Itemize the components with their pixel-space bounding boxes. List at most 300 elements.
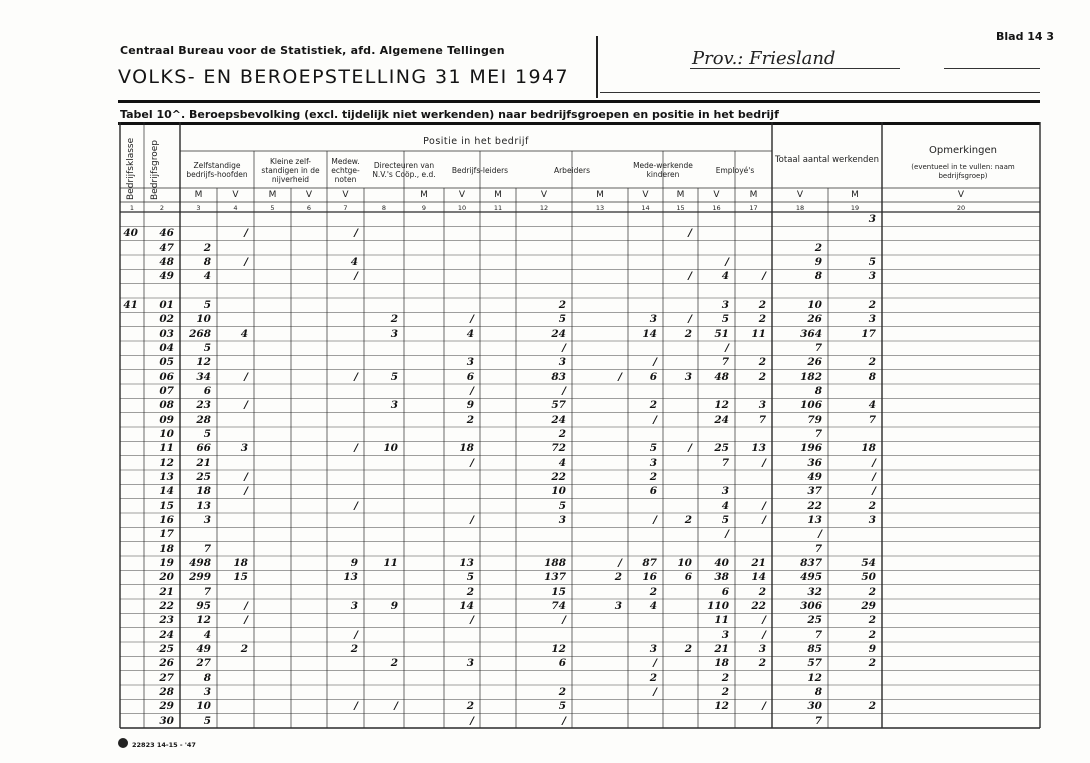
table-cell: 74 [551, 600, 566, 612]
table-cell: 51 [714, 327, 729, 340]
v-label: V [713, 190, 720, 200]
col-medewerkende-header: Mede-werkende kinderen [633, 161, 693, 179]
table-cell: 26 [807, 356, 822, 369]
table-cell: 13 [196, 499, 211, 512]
table-cell: 34 [196, 370, 211, 383]
table-cell: 3 [868, 213, 876, 225]
table-cell: 106 [800, 399, 822, 412]
table-cell: 11 [751, 327, 766, 340]
bedrijfsgroep-value: 01 [159, 299, 174, 311]
table-cell: 2 [649, 671, 657, 684]
bedrijfsgroep-value: 47 [159, 241, 174, 254]
table-cell: 299 [189, 571, 211, 584]
table-cell: 495 [800, 571, 822, 584]
table-cell: 268 [189, 327, 211, 340]
v-label: V [957, 190, 965, 200]
bedrijfsgroep-value: 16 [159, 514, 174, 526]
table-cell: / [872, 471, 876, 483]
table-cell: 3 [203, 514, 211, 526]
table-cell: 18 [459, 442, 474, 455]
column-number: 3 [196, 204, 201, 212]
table-cell: 3 [758, 399, 766, 412]
table-cell: 196 [800, 442, 822, 455]
col-directeuren-header: Directeuren van N.V.'s Coöp., e.d. [372, 161, 436, 179]
table-cell: 10 [551, 485, 566, 498]
col-opmerkingen-sub: (eventueel in te vullen: naam bedrijfsgroep) [911, 163, 1015, 180]
bedrijfsgroep-value: 15 [159, 499, 174, 512]
column-number: 12 [539, 204, 549, 212]
bedrijfsgroep-value: 27 [159, 671, 174, 684]
table-cell: 7 [203, 542, 211, 555]
form-print-code: 22823 14-15 - '47 [132, 741, 196, 749]
column-number: 10 [457, 204, 467, 212]
table-cell: 13 [751, 442, 766, 455]
table-cell: 2 [868, 700, 876, 713]
table-cell: / [762, 270, 766, 283]
v-label: V [342, 190, 349, 200]
table-cell: 11 [714, 614, 729, 627]
table-cell: 3 [390, 399, 398, 412]
table-cell: 3 [203, 686, 211, 698]
table-cell: 22 [551, 471, 566, 483]
table-cell: 7 [721, 356, 729, 369]
table-cell: 5 [558, 313, 566, 326]
table-cell: 5 [203, 428, 211, 440]
table-cell: 8 [814, 385, 822, 397]
bedrijfsgroep-value: 20 [159, 571, 174, 584]
m-label: M [268, 190, 277, 200]
bedrijfsgroep-value: 12 [159, 456, 174, 469]
table-cell: 4 [350, 256, 358, 268]
table-cell: / [725, 342, 729, 354]
table-cell: 5 [558, 499, 566, 512]
table-cell: 7 [868, 413, 876, 426]
table-cell: 2 [758, 356, 766, 369]
table-cell: / [618, 370, 622, 383]
table-cell: 28 [196, 413, 211, 426]
m-label: M [420, 190, 428, 200]
table-cell: 6 [649, 485, 657, 498]
bedrijfsgroep-value: 08 [159, 399, 174, 412]
table-cell: 3 [558, 514, 566, 526]
bedrijfsgroep-value: 05 [159, 356, 174, 369]
table-cell: 29 [861, 600, 876, 612]
table-cell: / [244, 399, 248, 412]
col-totaal-header: Totaal aantal werkenden [774, 155, 880, 165]
table-cell: 10 [196, 313, 211, 326]
table-cell: 48 [714, 370, 729, 383]
table-cell: 4 [721, 270, 729, 283]
bedrijfsgroep-value: 06 [159, 370, 174, 383]
table-cell: / [470, 614, 474, 627]
table-cell: 2 [868, 499, 876, 512]
table-cell: 5 [203, 342, 211, 354]
table-cell: 5 [721, 313, 729, 326]
column-number: 17 [749, 204, 758, 212]
table-cell: 6 [721, 585, 729, 598]
bedrijfsklasse-value: 41 [123, 299, 138, 311]
table-cell: 25 [714, 442, 729, 455]
table-cell: 12 [196, 614, 211, 627]
table-cell: / [653, 413, 657, 426]
table-cell: 2 [649, 399, 657, 412]
table-cell: 50 [861, 571, 876, 584]
table-cell: / [762, 614, 766, 627]
table-cell: 15 [551, 585, 566, 598]
table-cell: 2 [558, 299, 566, 311]
table-cell: 4 [558, 456, 566, 469]
table-cell: 14 [642, 327, 657, 340]
table-cell: 110 [707, 600, 729, 612]
bedrijfsgroep-value: 19 [159, 557, 174, 569]
table-cell: 3 [721, 628, 729, 641]
table-cell: 49 [196, 643, 211, 655]
table-cell: 3 [350, 600, 358, 612]
table-cell: 32 [807, 585, 822, 598]
table-cell: 83 [551, 370, 566, 383]
col-groep-header: Bedrijfsgroep [150, 140, 160, 200]
table-cell: 85 [807, 643, 822, 655]
column-number: 20 [956, 204, 966, 212]
table-cell: / [725, 256, 729, 268]
table-cell: 4 [649, 600, 657, 612]
table-cell: 7 [814, 428, 822, 440]
table-cell: / [562, 614, 566, 627]
table-cell: / [653, 514, 657, 526]
table-cell: 4 [721, 499, 729, 512]
table-cell: 23 [196, 399, 211, 412]
province-handwriting: Prov.: Friesland [692, 48, 836, 69]
table-cell: 3 [868, 270, 876, 283]
table-cell: 2 [684, 643, 692, 655]
table-cell: 837 [800, 557, 822, 569]
table-cell: 95 [196, 600, 211, 612]
table-cell: 14 [751, 571, 766, 584]
bedrijfsgroep-value: 22 [159, 600, 174, 612]
table-cell: 7 [814, 542, 822, 555]
table-cell: 2 [868, 614, 876, 627]
table-cell: 3 [721, 299, 729, 311]
v-label: V [458, 190, 466, 200]
table-cell: / [354, 628, 358, 641]
table-cell: 3 [684, 370, 692, 383]
column-number: 2 [159, 204, 165, 212]
col-employes-header: Employé's [715, 165, 755, 175]
table-cell: 15 [233, 571, 248, 584]
col-klasse-header: Bedrijfsklasse [126, 137, 136, 200]
bedrijfsgroep-value: 23 [159, 614, 174, 627]
table-cell: 6 [684, 571, 692, 584]
table-cell: 2 [390, 313, 398, 326]
column-number: 8 [381, 204, 387, 212]
table-cell: / [244, 600, 248, 612]
table-cell: 5 [203, 299, 211, 311]
table-cell: 5 [649, 442, 657, 455]
table-cell: 18 [861, 442, 876, 455]
table-cell: 25 [807, 614, 822, 627]
column-number: 4 [233, 204, 238, 212]
table-cell: 8 [203, 671, 211, 684]
bedrijfsgroep-value: 13 [159, 471, 174, 483]
table-cell: / [470, 514, 474, 526]
table-cell: 4 [203, 270, 211, 283]
table-cell: / [244, 227, 248, 240]
bedrijfsgroep-value: 14 [159, 485, 174, 498]
table-cell: / [244, 485, 248, 498]
organization-name: Centraal Bureau voor de Statistiek, afd. Algemene Tellingen [120, 44, 505, 57]
table-cell: 3 [558, 356, 566, 369]
table-cell: / [762, 514, 766, 526]
table-cell: / [244, 614, 248, 627]
bedrijfsgroep-value: 02 [159, 313, 174, 326]
table-cell: / [354, 370, 358, 383]
table-cell: 2 [868, 657, 876, 670]
table-cell: 6 [466, 370, 474, 383]
table-cell: 2 [240, 643, 248, 655]
table-cell: / [470, 714, 474, 727]
table-cell: 9 [390, 600, 398, 612]
m-label: M [194, 190, 203, 200]
table-cell: 4 [240, 327, 248, 340]
m-label: M [676, 190, 685, 200]
table-cell: / [244, 370, 248, 383]
m-label: M [494, 190, 502, 200]
table-cell: / [762, 499, 766, 512]
table-cell: 5 [203, 714, 211, 727]
table-cell: 25 [196, 471, 211, 483]
table-cell: 3 [649, 643, 657, 655]
column-number: 13 [595, 204, 605, 212]
table-cell: 7 [814, 714, 822, 727]
table-cell: 2 [868, 585, 876, 598]
table-cell: 12 [714, 399, 729, 412]
bedrijfsgroep-value: 09 [159, 413, 174, 426]
table-cell: 2 [758, 313, 766, 326]
table-cell: 3 [390, 327, 398, 340]
col-medew-header: Medew. echtge-noten [331, 156, 360, 184]
table-cell: / [762, 700, 766, 713]
table-cell: 12 [714, 700, 729, 713]
table-cell: 2 [466, 700, 474, 713]
v-label: V [540, 190, 548, 200]
column-number: 7 [343, 204, 348, 212]
table-cell: 8 [868, 370, 876, 383]
table-cell: 21 [751, 557, 766, 569]
table-cell: 21 [714, 643, 729, 655]
table-cell: / [354, 700, 358, 713]
col-leiders-header: Bedrijfs-leiders [451, 165, 509, 175]
v-label: V [796, 190, 804, 200]
bedrijfsgroep-value: 18 [159, 542, 174, 555]
v-label: V [642, 190, 649, 200]
col-zelfstandige-header: Zelfstandige bedrijfs-hoofden [186, 161, 248, 179]
table-cell: 40 [714, 557, 729, 569]
table-cell: 182 [800, 370, 822, 383]
table-cell: / [872, 456, 876, 469]
table-cell: / [354, 499, 358, 512]
table-cell: 2 [814, 241, 822, 254]
table-cell: 2 [758, 657, 766, 670]
table-cell: 10 [383, 442, 398, 455]
table-cell: / [653, 356, 657, 369]
bedrijfsgroep-value: 07 [159, 385, 174, 397]
table-cell: 3 [649, 313, 657, 326]
table-cell: 3 [466, 356, 474, 369]
bedrijfsgroep-value: 25 [159, 643, 174, 655]
table-cell: 10 [677, 557, 692, 569]
table-cell: 37 [807, 485, 822, 498]
col-kleine-header: Kleine zelf-standigen in de nijverheid [261, 156, 320, 184]
table-cell: 2 [868, 299, 876, 311]
cbs-logo-icon [118, 738, 128, 748]
table-cell: 57 [807, 657, 822, 670]
table-cell: 2 [649, 471, 657, 483]
table-cell: 2 [558, 686, 566, 698]
bedrijfsgroep-value: 26 [159, 657, 174, 670]
table-cell: 22 [807, 499, 822, 512]
table-cell: 7 [721, 456, 729, 469]
bedrijfsgroep-value: 03 [159, 327, 174, 340]
table-cell: 5 [868, 256, 876, 268]
table-cell: 9 [350, 557, 358, 569]
table-cell: 2 [868, 356, 876, 369]
table-cell: 4 [868, 399, 876, 412]
table-cell: 2 [721, 671, 729, 684]
table-cell: 87 [642, 557, 657, 569]
table-cell: 2 [758, 370, 766, 383]
table-cell: 13 [807, 514, 822, 526]
table-cell: 188 [544, 557, 566, 569]
table-cell: / [562, 342, 566, 354]
table-cell: 4 [466, 327, 474, 340]
table-cell: 2 [203, 241, 211, 254]
table-cell: / [562, 385, 566, 397]
table-cell: 9 [814, 256, 822, 268]
table-cell: 6 [649, 370, 657, 383]
table-cell: 5 [390, 370, 398, 383]
column-number: 15 [676, 204, 685, 212]
table-cell: 18 [714, 657, 729, 670]
bedrijfsgroep-value: 30 [159, 714, 174, 727]
table-cell: / [688, 227, 692, 240]
bedrijfsgroep-value: 24 [159, 628, 174, 641]
table-cell: 22 [751, 600, 766, 612]
bedrijfsgroep-value: 10 [159, 428, 174, 440]
table-cell: 6 [203, 385, 211, 397]
column-number: 14 [641, 204, 650, 212]
table-cell: 66 [196, 442, 211, 455]
table-cell: 2 [758, 299, 766, 311]
bedrijfsgroep-value: 11 [159, 442, 174, 455]
bedrijfsgroep-value: 46 [159, 227, 174, 240]
bedrijfsgroep-value: 48 [159, 256, 174, 268]
table-cell: 18 [196, 485, 211, 498]
table-cell: 5 [558, 700, 566, 713]
table-cell: 5 [721, 514, 729, 526]
col-opmerkingen-header: Opmerkingen [929, 144, 997, 156]
bedrijfsgroep-value: 49 [159, 270, 174, 283]
form-title: VOLKS- EN BEROEPSTELLING 31 MEI 1947 [118, 66, 569, 88]
table-cell: / [470, 385, 474, 397]
table-cell: 8 [814, 686, 822, 698]
v-label: V [232, 190, 239, 200]
table-cell: 7 [814, 342, 822, 354]
table-cell: 2 [466, 413, 474, 426]
column-number: 18 [795, 204, 805, 212]
table-cell: 498 [189, 557, 211, 569]
m-label: M [749, 190, 758, 200]
table-cell: 9 [466, 399, 474, 412]
table-cell: 10 [807, 299, 822, 311]
table-cell: / [688, 313, 692, 326]
m-label: M [851, 190, 859, 200]
table-cell: 8 [814, 270, 822, 283]
table-cell: / [244, 256, 248, 268]
table-cell: / [244, 471, 248, 483]
table-cell: 49 [807, 471, 822, 483]
table-cell: 26 [807, 313, 822, 326]
table-cell: 8 [203, 256, 211, 268]
column-number: 9 [421, 204, 427, 212]
table-cell: 24 [714, 413, 729, 426]
table-cell: / [872, 485, 876, 498]
table-cell: 21 [196, 456, 211, 469]
table-cell: 36 [807, 456, 822, 469]
table-cell: / [688, 442, 692, 455]
table-cell: 5 [466, 571, 474, 584]
table-cell: 10 [196, 700, 211, 713]
table-cell: 7 [203, 585, 211, 598]
table-cell: / [470, 313, 474, 326]
table-cell: 2 [350, 643, 358, 655]
v-label: V [305, 190, 313, 200]
table-cell: 3 [721, 485, 729, 498]
table-cell: 2 [649, 585, 657, 598]
table-cell: / [653, 657, 657, 670]
positie-header: Positie in het bedrijf [423, 135, 529, 147]
table-cell: 54 [861, 557, 876, 569]
column-number: 19 [850, 204, 860, 212]
table-cell: 24 [551, 327, 566, 340]
table-cell: 12 [551, 643, 566, 655]
table-cell: / [762, 628, 766, 641]
table-cell: 11 [383, 557, 398, 569]
table-cell: / [818, 528, 822, 541]
bedrijfsgroep-value: 29 [159, 700, 174, 713]
table-cell: 3 [614, 600, 622, 612]
table-cell: / [653, 686, 657, 698]
table-cell: / [762, 456, 766, 469]
table-cell: / [470, 456, 474, 469]
table-cell: 3 [868, 313, 876, 326]
table-cell: 3 [466, 657, 474, 670]
m-label: M [596, 190, 604, 200]
table-cell: / [725, 528, 729, 541]
bedrijfsgroep-value: 21 [159, 585, 174, 598]
table-cell: / [618, 557, 622, 569]
table-cell: 79 [807, 413, 822, 426]
table-cell: 17 [861, 327, 876, 340]
table-cell: 3 [649, 456, 657, 469]
table-cell: 18 [233, 557, 248, 569]
bedrijfsklasse-value: 40 [123, 227, 138, 240]
table-cell: 2 [684, 327, 692, 340]
column-number: 1 [129, 204, 135, 212]
table-cell: 12 [807, 671, 822, 684]
table-cell: 12 [196, 356, 211, 369]
table-title: Tabel 10^. Beroepsbevolking (excl. tijdelijk niet werkenden) naar bedrijfsgroepen en positie in het bedrijf [120, 108, 779, 121]
table-cell: 57 [551, 399, 566, 412]
